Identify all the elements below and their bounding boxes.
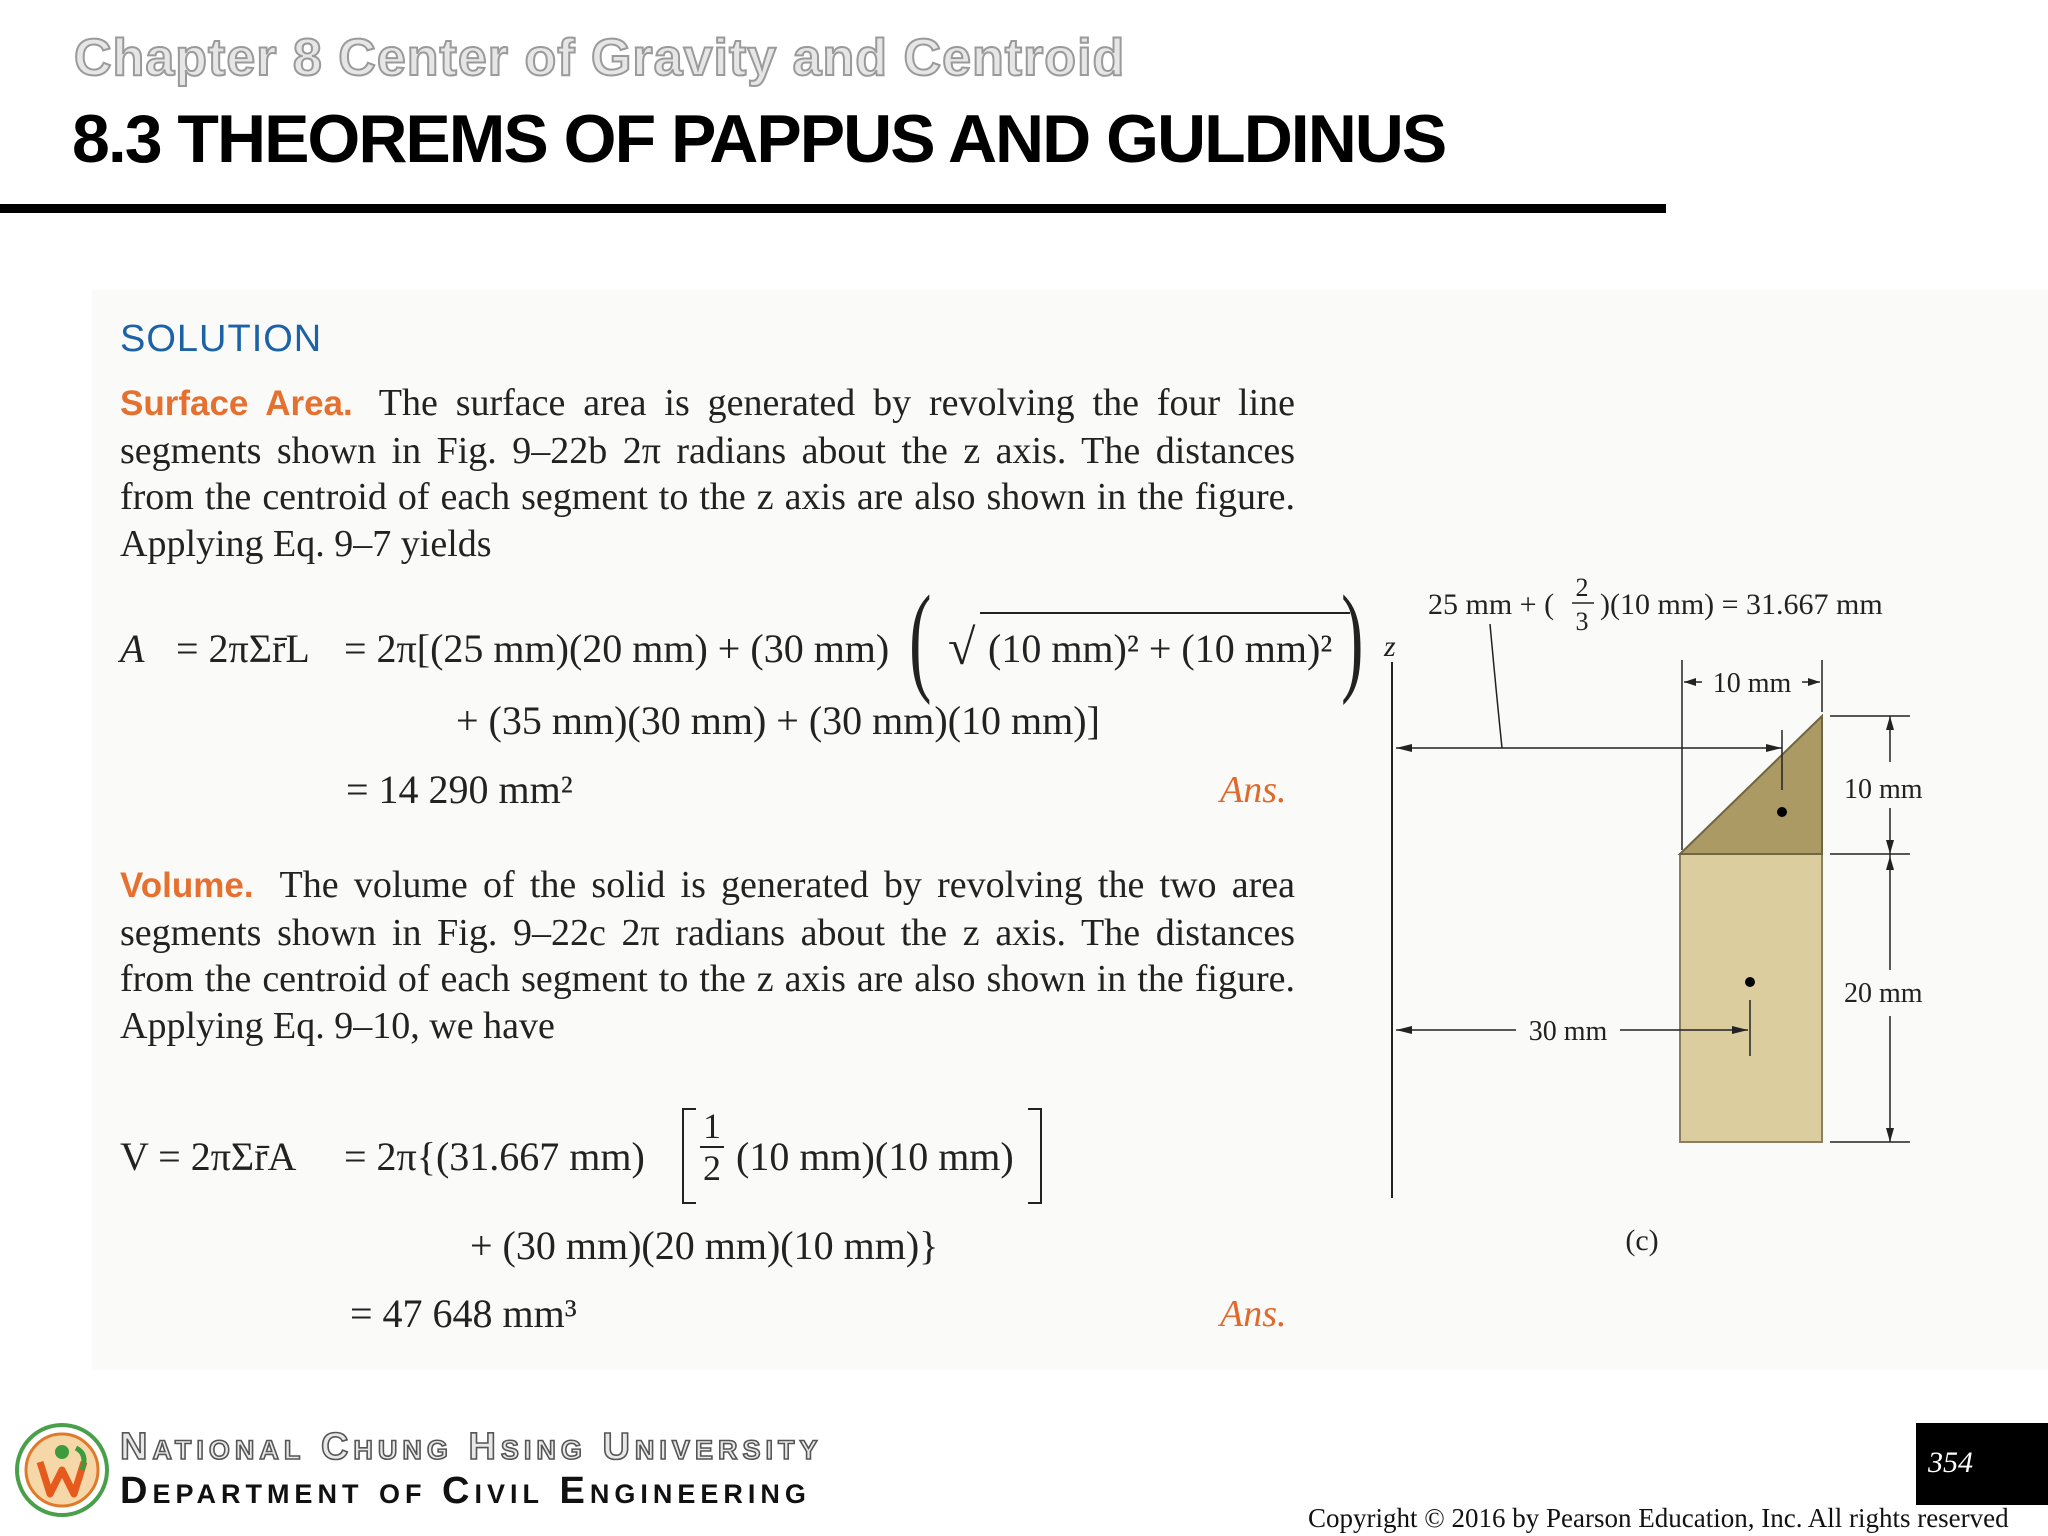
dim-10-right-label: 10 mm xyxy=(1844,774,1923,805)
ans-surface: Ans. xyxy=(1220,769,1287,811)
dim-10-right-arrow-bottom xyxy=(1886,840,1894,854)
eq-a-result: = 14 290 mm² xyxy=(346,767,573,812)
dim-20-right-arrow-top xyxy=(1886,856,1894,870)
header-rule xyxy=(0,204,1666,213)
figure-top-label-a: 25 mm + ( xyxy=(1428,588,1555,621)
eq-v-line1b: (10 mm)(10 mm) xyxy=(736,1134,1014,1179)
copyright-notice: Copyright © 2016 by Pearson Education, Inc. All rights reserved xyxy=(1308,1503,2009,1533)
eq-a-sqrt-sign: √ xyxy=(948,619,976,675)
university-logo xyxy=(14,1422,110,1518)
figure-top-frac-den: 3 xyxy=(1575,607,1589,636)
eq-a-lhs: A xyxy=(120,626,145,671)
section-title: 8.3 THEOREMS OF PAPPUS AND GULDINUS xyxy=(72,101,1446,177)
dim-30-arrow-left xyxy=(1396,1026,1412,1034)
eq-v-left-bracket xyxy=(682,1108,696,1204)
surface-area-text: The surface area is generated by revolving the four line segments shown in Fig. 9–22b 2π radians about the z axis. The distances from the centroid of each segment to the z axis are also shown in the figure. Applying Eq. 9–7 yields xyxy=(120,382,1295,565)
dim-31667-arrow-right xyxy=(1766,744,1782,752)
dim-20-right-arrow-bottom xyxy=(1886,1128,1894,1142)
volume-paragraph xyxy=(120,862,1295,1049)
eq-a-line2: + (35 mm)(30 mm) + (30 mm)(10 mm)] xyxy=(456,698,1100,743)
rectangle-centroid-dot xyxy=(1745,977,1755,987)
triangle-centroid-dot xyxy=(1777,807,1787,817)
eq-v-line2: + (30 mm)(20 mm)(10 mm)} xyxy=(470,1223,939,1268)
footer-department: Department of Civil Engineering xyxy=(120,1470,811,1512)
surface-area-heading: Surface Area. xyxy=(120,384,353,423)
eq-a-sqrt-bar xyxy=(980,612,1350,614)
surface-area-paragraph xyxy=(120,380,1295,567)
z-axis-label: z xyxy=(1384,630,1396,663)
chapter-title: Chapter 8 Center of Gravity and Centroid xyxy=(74,29,1126,87)
eq-v-line1a: = 2π{(31.667 mm) xyxy=(344,1134,645,1179)
eq-v-fraction: $\frac{1}{2}$ xyxy=(700,1108,724,1186)
dim-30-label: 30 mm xyxy=(1528,1016,1608,1047)
eq-a-mid: = 2πΣr̄L xyxy=(176,626,310,671)
footer-university: National Chung Hsing University xyxy=(120,1426,823,1468)
figure-top-label-b: )(10 mm) = 31.667 mm xyxy=(1600,588,1883,621)
dim-10-top-arrow-right xyxy=(1808,678,1820,686)
dim-31667-arrow-left xyxy=(1396,744,1412,752)
page-number: 354 xyxy=(1928,1446,1973,1479)
solution-heading: SOLUTION xyxy=(120,318,323,360)
eq-v-result: = 47 648 mm³ xyxy=(350,1291,577,1336)
dim-10-top-arrow-left xyxy=(1684,678,1696,686)
eq-v-right-bracket xyxy=(1028,1108,1042,1204)
ans-volume: Ans. xyxy=(1220,1293,1287,1335)
eq-a-sqrt-content: (10 mm)² + (10 mm)² xyxy=(988,626,1333,671)
triangle-area xyxy=(1680,716,1822,854)
figure-c xyxy=(1380,570,1940,1270)
rectangle-area xyxy=(1680,854,1822,1142)
top-label-leader xyxy=(1490,624,1502,748)
eq-a-right-paren: ) xyxy=(1341,571,1364,706)
figure-top-frac-num: 2 xyxy=(1575,573,1589,602)
eq-a-line1: = 2π[(25 mm)(20 mm) + (30 mm) xyxy=(344,626,890,671)
volume-heading: Volume. xyxy=(120,866,254,905)
volume-text: The volume of the solid is generated by revolving the two area segments shown in Fig. 9–22c 2π radians about the z axis. The distances from the centroid of each segment to the z axis are also shown in the figure. Applying Eq. 9–10, we have xyxy=(120,864,1295,1047)
dim-10-right-arrow-top xyxy=(1886,716,1894,730)
dim-20-right-label: 20 mm xyxy=(1844,978,1923,1009)
eq-v-lhs: V = 2πΣr̄A xyxy=(120,1134,297,1179)
dim-10-top-label: 10 mm xyxy=(1712,668,1792,699)
figure-caption: (c) xyxy=(1625,1224,1659,1257)
eq-a-left-paren: ( xyxy=(909,571,932,706)
